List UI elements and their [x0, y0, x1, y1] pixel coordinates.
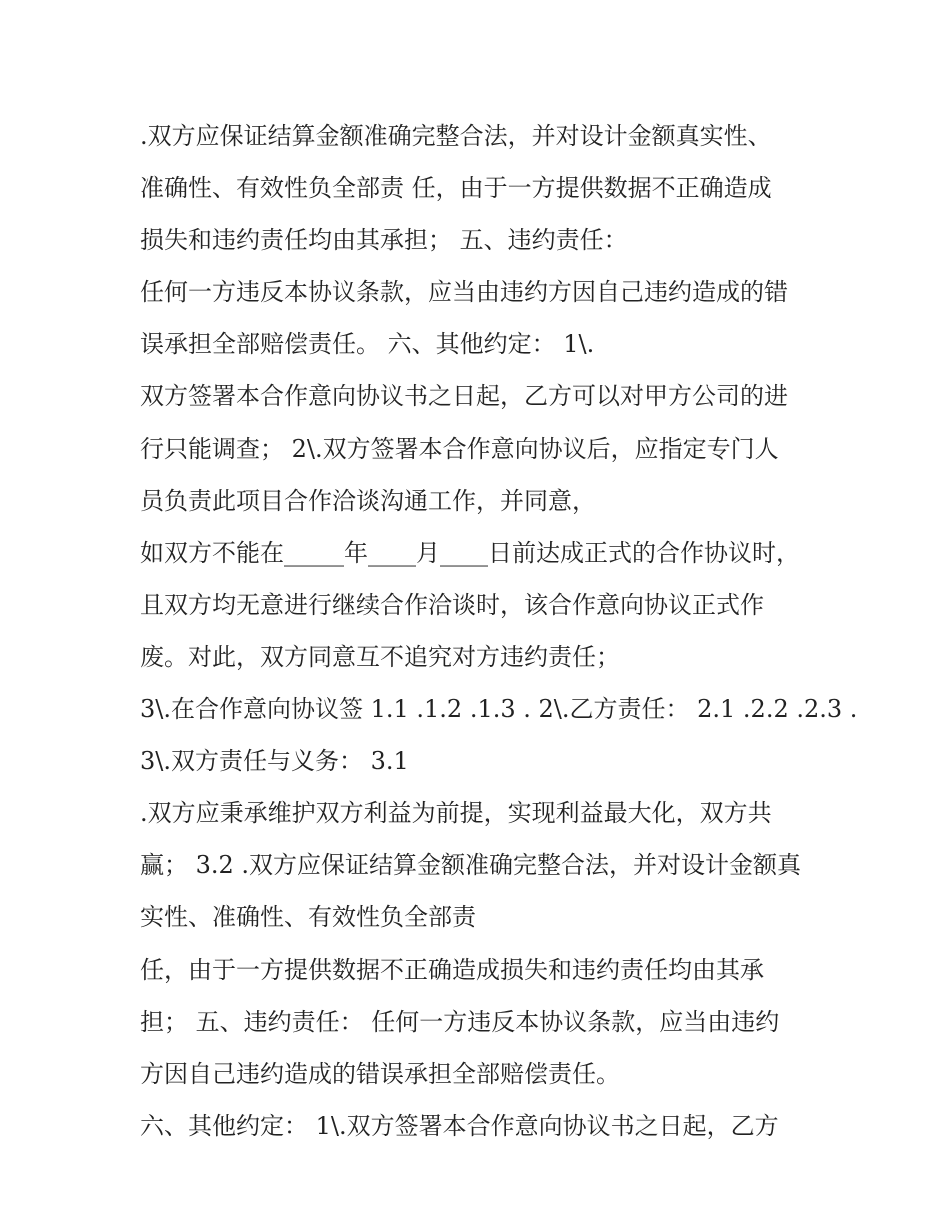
document-line: 双方签署本合作意向协议书之日起，乙方可以对甲方公司的进 — [140, 382, 788, 411]
document-line: 任，由于一方提供数据不正确造成损失和违约责任均由其承 — [140, 955, 764, 984]
document-line: 准确性、有效性负全部责 任，由于一方提供数据不正确造成 — [140, 174, 772, 203]
document-line: 如双方不能在_____年____月____日前达成正式的合作协议时， — [140, 538, 800, 567]
document-line: 损失和违约责任均由其承担； 五、违约责任： — [140, 226, 628, 255]
document-line: 担； 五、违约责任： 任何一方违反本协议条款，应当由违约 — [140, 1007, 780, 1036]
document-line: 任何一方违反本协议条款，应当由违约方因自己违约造成的错 — [140, 278, 788, 307]
document-line: 六、其他约定： 1\.双方签署本合作意向协议书之日起，乙方 — [140, 1111, 779, 1140]
document-line: 3\.在合作意向协议签 1.1 .1.2 .1.3 . 2\.乙方责任： 2.1 .2.2 .2.3 . — [140, 695, 858, 724]
document-line: .双方应秉承维护双方利益为前提，实现利益最大化，双方共 — [140, 799, 772, 828]
document-line: 误承担全部赔偿责任。 六、其他约定： 1\. — [140, 330, 595, 359]
document-line: 且双方均无意进行继续合作洽谈时，该合作意向协议正式作 — [140, 590, 764, 619]
document-line: 方因自己违约造成的错误承担全部赔偿责任。 — [140, 1059, 620, 1088]
document-body — [140, 110, 858, 1152]
document-line: 员负责此项目合作洽谈沟通工作，并同意， — [140, 486, 596, 515]
document-line: .双方应保证结算金额准确完整合法，并对设计金额真实性、 — [140, 122, 772, 150]
document-line: 废。对此，双方同意互不追究对方违约责任； — [140, 642, 620, 671]
document-line: 实性、准确性、有效性负全部责 — [140, 903, 476, 932]
document-line: 赢； 3.2 .双方应保证结算金额准确完整合法，并对设计金额真 — [140, 851, 802, 880]
document-line: 3\.双方责任与义务： 3.1 — [140, 747, 409, 776]
document-line: 行只能调查； 2\.双方签署本合作意向协议后，应指定专门人 — [140, 434, 779, 463]
